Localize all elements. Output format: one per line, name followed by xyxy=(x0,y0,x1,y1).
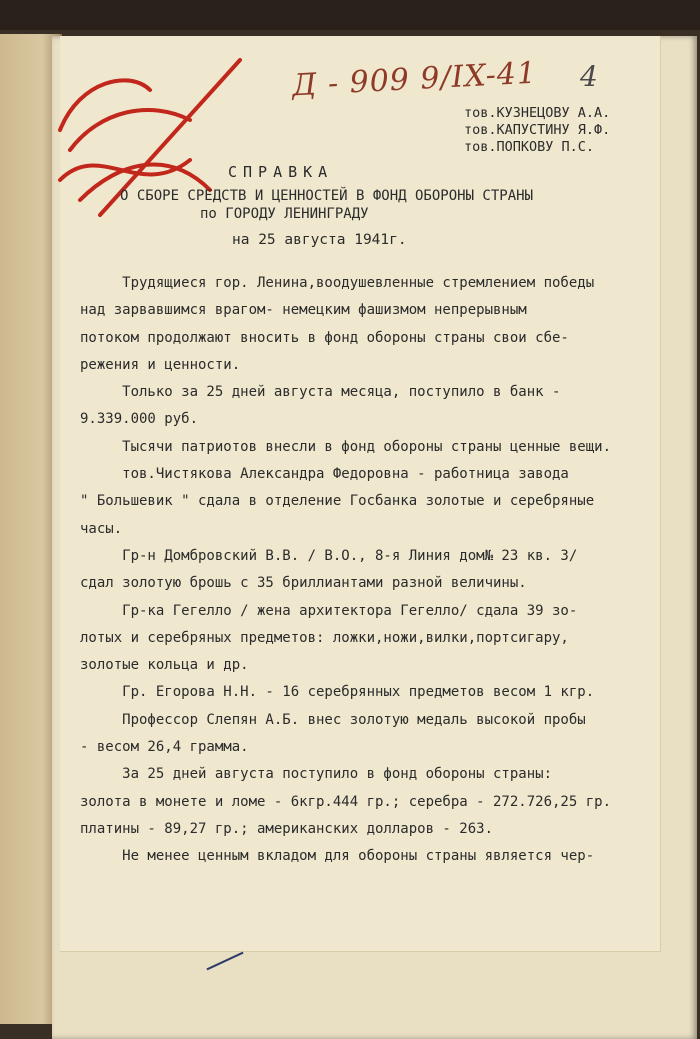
body-line: Только за 25 дней августа месяца, поступило в банк - xyxy=(80,384,561,401)
document-date: на 25 августа 1941г. xyxy=(232,232,407,248)
body-line: потоком продолжают вносить в фонд обороны страны свои сбе- xyxy=(80,329,569,346)
body-line: золота в монете и ломе - 6кгр.444 гр.; серебра - 272.726,25 гр. xyxy=(80,793,612,810)
document-title: СПРАВКА xyxy=(228,163,334,181)
body-line: Трудящиеся гор. Ленина,воодушевленные стремлением победы xyxy=(80,275,595,291)
body-line: тов.Чистякова Александра Федоровна - работница завода xyxy=(80,466,569,483)
body-line: - весом 26,4 грамма. xyxy=(80,739,249,756)
body-line: " Большевик " сдала в отделение Госбанка золотые и серебряные xyxy=(80,493,595,510)
document-body xyxy=(80,270,658,871)
subtitle-line: по ГОРОДУ ЛЕНИНГРАДУ xyxy=(200,206,369,222)
subtitle-line: О СБОРЕ СРЕДСТВ И ЦЕННОСТЕЙ В ФОНД ОБОРОНЫ СТРАНЫ xyxy=(120,188,534,204)
document-subtitle xyxy=(120,187,533,223)
body-line: над зарвавшимся врагом- немецким фашизмом непрерывным xyxy=(80,302,527,319)
body-line: режения и ценности. xyxy=(80,356,241,373)
body-line: Тысячи патриотов внесли в фонд обороны страны ценные вещи. xyxy=(80,438,612,455)
body-line: платины - 89,27 гр.; американских долларов - 263. xyxy=(80,820,494,837)
body-line: сдал золотую брошь с 35 бриллиантами разной величины. xyxy=(80,575,527,592)
body-line: Не менее ценным вкладом для обороны страны является чер- xyxy=(80,848,595,865)
recipient-line: тов.КУЗНЕЦОВУ А.А. xyxy=(464,105,611,121)
recipients-block xyxy=(464,105,610,156)
body-line: часы. xyxy=(80,520,123,537)
body-line: золотые кольца и др. xyxy=(80,657,249,674)
recipient-line: тов.КАПУСТИНУ Я.Ф. xyxy=(464,122,611,138)
body-line: Гр-н Домбровский В.В. / В.О., 8-я Линия дом№ 23 кв. 3/ xyxy=(80,547,578,564)
body-line: За 25 дней августа поступило в фонд обороны страны: xyxy=(80,766,553,783)
document-number: Д - 909 9/IX-41 xyxy=(291,55,538,104)
body-line: Гр. Егорова Н.Н. - 16 серебрянных предметов весом 1 кгр. xyxy=(80,684,595,701)
page-number: 4 xyxy=(580,60,598,93)
body-line: 9.339.000 руб. xyxy=(80,411,199,428)
body-line: лотых и серебряных предметов: ложки,ножи,вилки,портсигару, xyxy=(80,629,569,646)
recipient-line: тов.ПОПКОВУ П.С. xyxy=(464,139,595,155)
body-line: Гр-ка Гегелло / жена архитектора Гегелло/ сдала 39 зо- xyxy=(80,602,578,619)
body-line: Профессор Слепян А.Б. внес золотую медаль высокой пробы xyxy=(80,711,586,728)
